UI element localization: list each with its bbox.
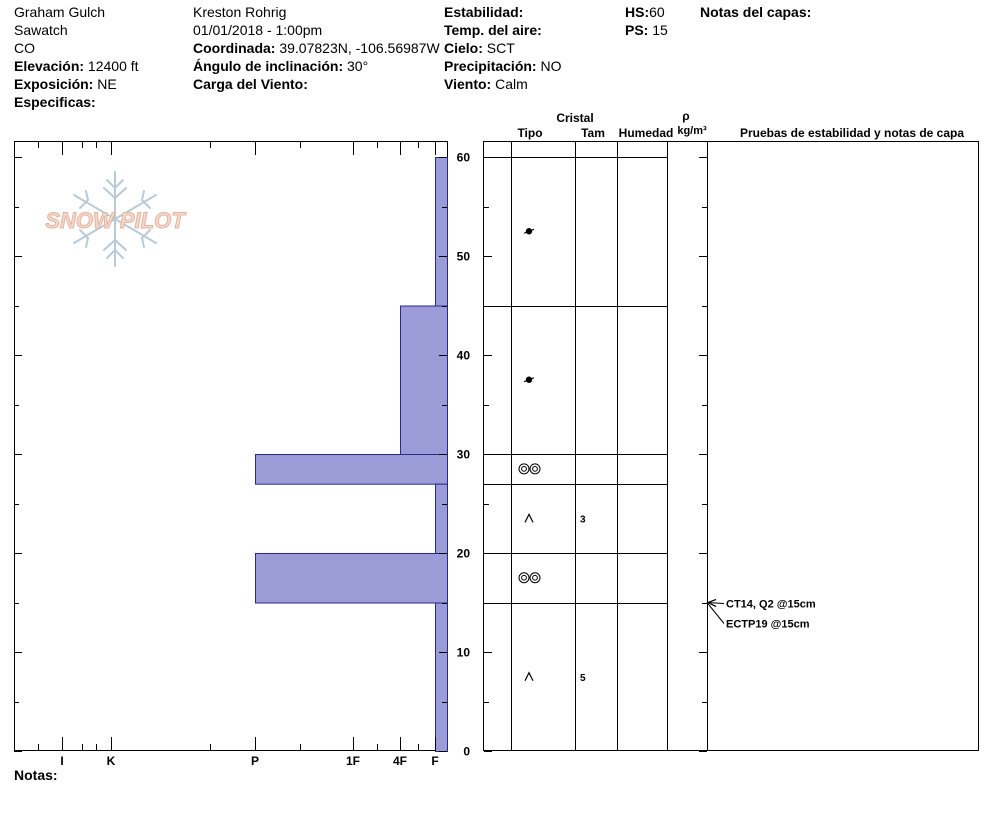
depth-label-0: 0 bbox=[463, 744, 470, 759]
rounded-grain-inner-icon bbox=[533, 466, 538, 471]
rounded-grain-outer-icon bbox=[519, 464, 529, 474]
hardness-label-p: P bbox=[250, 754, 260, 768]
logo-text: SNOW PILOT bbox=[45, 208, 185, 233]
test-pointer-line bbox=[707, 603, 724, 624]
crystal-table-frame bbox=[484, 142, 979, 751]
layer-notes-label: Notas del capas: bbox=[700, 4, 812, 20]
hs-label: HS: bbox=[625, 4, 650, 20]
coordinates-value: 39.07823N, -106.56987W bbox=[279, 40, 440, 56]
hardness-bar-f bbox=[436, 484, 448, 553]
hardness-bar-f bbox=[436, 158, 448, 307]
wind-value: Calm bbox=[495, 76, 528, 92]
datetime: 01/01/2018 - 1:00pm bbox=[193, 22, 323, 38]
notes-label: Notas: bbox=[14, 767, 58, 783]
wind-load-label: Carga del Viento: bbox=[193, 76, 308, 92]
stability-test-label: CT14, Q2 @15cm bbox=[726, 598, 816, 611]
depth-label-30: 30 bbox=[456, 447, 470, 462]
faceted-crystal-icon bbox=[525, 673, 533, 681]
hardness-bar-4f bbox=[401, 306, 448, 455]
header-humedad: Humedad bbox=[618, 126, 674, 140]
header-cristal: Cristal bbox=[556, 111, 594, 125]
precipitation-particle-icon bbox=[524, 228, 534, 234]
precipitation-particle-icon bbox=[524, 377, 534, 383]
precip-value: NO bbox=[540, 58, 562, 74]
sky-label: Cielo: bbox=[444, 40, 483, 56]
wind-label: Viento: bbox=[444, 76, 492, 92]
specifics-label: Especificas: bbox=[14, 94, 96, 110]
crystal-table bbox=[484, 109, 979, 751]
faceted-crystal-icon bbox=[525, 514, 533, 522]
precip-label: Precipitación: bbox=[444, 58, 537, 74]
aspect-value: NE bbox=[97, 76, 117, 92]
depth-label-60: 60 bbox=[456, 150, 470, 165]
hardness-chart-frame bbox=[15, 142, 448, 751]
hardness-bar-p bbox=[256, 554, 448, 604]
rounded-grain-inner-icon bbox=[522, 466, 527, 471]
hardness-label-k: K bbox=[106, 754, 116, 768]
ps-label: PS: bbox=[625, 22, 649, 38]
hs-value: 60 bbox=[649, 4, 665, 20]
aspect-label: Exposición: bbox=[14, 76, 94, 92]
header-rho: ρ bbox=[682, 109, 690, 123]
depth-label-10: 10 bbox=[456, 645, 470, 660]
header-tests: Pruebas de estabilidad y notas de capa bbox=[739, 126, 965, 140]
coordinates-label: Coordinada: bbox=[193, 40, 276, 56]
hardness-bars bbox=[256, 158, 448, 752]
location-name: Graham Gulch bbox=[14, 4, 106, 20]
rounded-grain-inner-icon bbox=[533, 575, 538, 580]
state: CO bbox=[14, 40, 35, 56]
slope-value: 30° bbox=[347, 58, 369, 74]
sky-value: SCT bbox=[486, 40, 515, 56]
stability-label: Estabilidad: bbox=[444, 4, 524, 20]
hardness-bar-p bbox=[256, 455, 448, 485]
elevation-label: Elevación: bbox=[14, 58, 85, 74]
header-tam: Tam bbox=[581, 126, 605, 140]
mountain-range: Sawatch bbox=[14, 22, 68, 38]
ps-value: 15 bbox=[652, 22, 668, 38]
crystal-size: 3 bbox=[580, 514, 586, 526]
rounded-grain-outer-icon bbox=[530, 464, 540, 474]
rounded-grains-icon bbox=[519, 573, 540, 583]
crystal-size: 5 bbox=[580, 672, 586, 684]
observer: Kreston Rohrig bbox=[193, 4, 287, 20]
stability-tests bbox=[707, 599, 816, 631]
hardness-label-4f: 4F bbox=[392, 754, 408, 768]
elevation-value: 12400 ft bbox=[87, 58, 139, 74]
rounded-grain-outer-icon bbox=[519, 573, 529, 583]
rounded-grain-inner-icon bbox=[522, 575, 527, 580]
depth-label-40: 40 bbox=[456, 348, 470, 363]
hardness-label-1f: 1F bbox=[345, 754, 361, 768]
depth-label-50: 50 bbox=[456, 249, 470, 264]
rounded-grains-icon bbox=[519, 464, 540, 474]
stability-test-label: ECTP19 @15cm bbox=[726, 618, 810, 631]
hardness-label-i: I bbox=[60, 754, 64, 768]
header-tipo: Tipo bbox=[517, 126, 543, 140]
rounded-grain-outer-icon bbox=[530, 573, 540, 583]
header-density-unit: kg/m³ bbox=[677, 125, 707, 137]
hardness-label-f: F bbox=[431, 754, 439, 768]
depth-label-20: 20 bbox=[456, 546, 470, 561]
slope-label: Ángulo de inclinación: bbox=[193, 58, 344, 74]
air-temp-label: Temp. del aire: bbox=[444, 22, 542, 38]
hardness-bar-f bbox=[436, 603, 448, 752]
